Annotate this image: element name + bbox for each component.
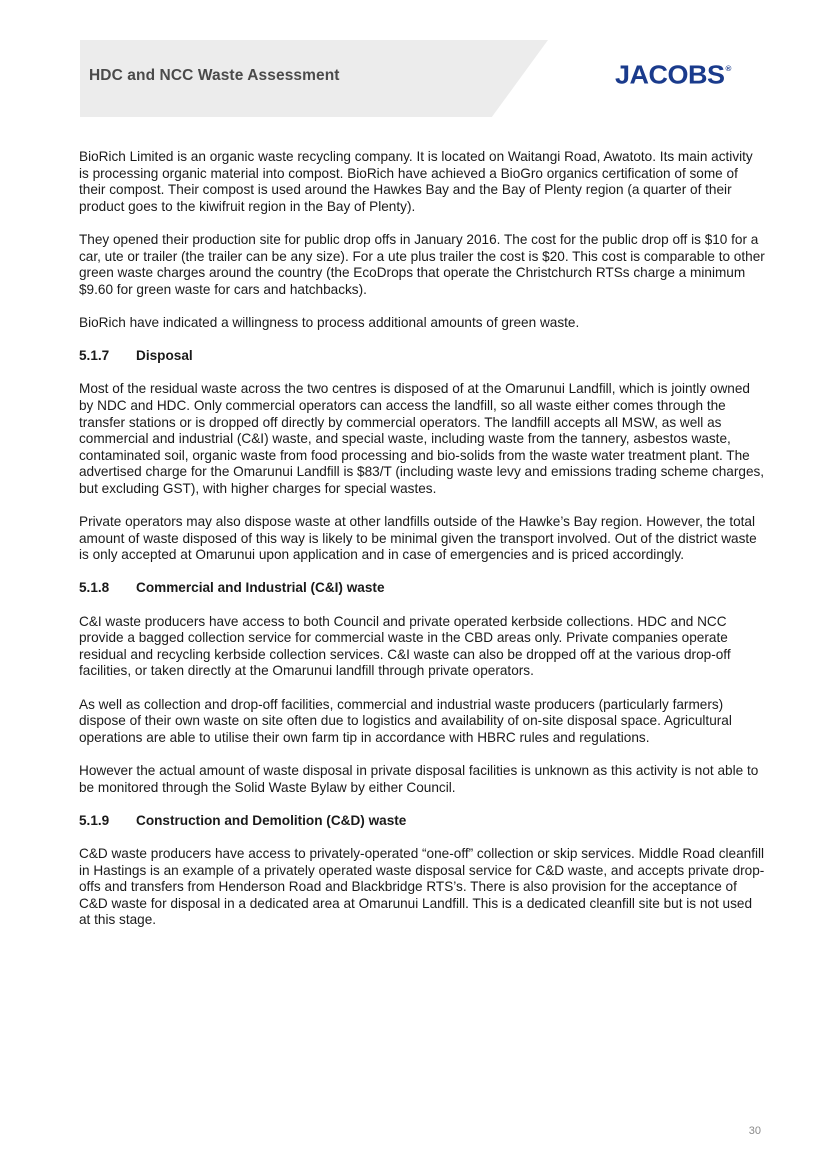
section-heading-cd-waste <box>79 813 765 830</box>
paragraph-private-facilities: However the actual amount of waste disposal in private disposal facilities is unknown as this activity is not able to be monitored through the Solid Waste Bylaw by either Council. <box>79 762 759 795</box>
page-body <box>79 149 765 946</box>
section-title: Commercial and Industrial (C&I) waste <box>136 580 385 596</box>
section-title: Construction and Demolition (C&D) waste <box>136 812 407 828</box>
section-heading-ci-waste <box>79 580 765 597</box>
paragraph-biorich-intro: BioRich Limited is an organic waste recycling company. It is located on Waitangi Road, Awatoto. Its main activity is processing organic material into compost. BioRich have achieved a BioGro organics certification of some of their compost. Their compost is used around the Hawkes Bay and the Bay of Plenty region (a quarter of their product goes to the kiwifruit region in the Bay of Plenty). <box>79 149 753 214</box>
jacobs-logo <box>615 61 731 90</box>
logo-text: JACOBS <box>615 60 725 90</box>
section-number: 5.1.9 <box>79 812 110 828</box>
paragraph-on-site-disposal: As well as collection and drop-off facilities, commercial and industrial waste producers (particularly farmers) dispose of their own waste on site often due to logistics and availability of on-site disposal space. Agricultural operations are able to utilise their own farm tip in accordance with HBRC rules and regulations. <box>79 696 732 745</box>
registered-mark: ® <box>725 64 731 74</box>
paragraph-cd-services: C&D waste producers have access to privately-operated “one-off” collection or skip services. Middle Road cleanfill in Hastings is an example of a privately operated waste disposal service for C&D waste, and accepts private drop-offs and transfers from Henderson Road and Blackbridge RTS’s. There is also provision for the acceptance of C&D waste for disposal in a dedicated area at Omarunui Landfill. This is a dedicated cleanfill site but is not used at this stage. <box>79 845 765 928</box>
page-number: 30 <box>748 1125 761 1137</box>
paragraph-omarunui-landfill: Most of the residual waste across the two centres is disposed of at the Omarunui Landfill, which is jointly owned by NDC and HDC. Only commercial operators can access the landfill, so all waste either comes through the transfer stations or is dropped off directly by commercial operators. The landfill accepts all MSW, as well as commercial and industrial (C&I) waste, and special waste, including waste from the tannery, asbestos waste, contaminated soil, organic waste from food processing and bio-solids from the waste water treatment plant. The advertised charge for the Omarunui Landfill is $83/T (including waste levy and emissions trading scheme charges, but excluding GST), with higher charges for special wastes. <box>79 381 765 496</box>
document-title: HDC and NCC Waste Assessment <box>89 67 340 84</box>
section-number: 5.1.8 <box>79 580 110 596</box>
paragraph-public-drop-offs: They opened their production site for public drop offs in January 2016. The cost for the public drop off is $10 for a car, ute or trailer (the trailer can be any size). For a ute plus trailer the cost is $20. This cost is comparable to other green waste charges around the country (the EcoDrops that operate the Christchurch RTSs charge a minimum $9.60 for green waste for cars and hatchbacks). <box>79 231 765 297</box>
paragraph-private-operators: Private operators may also dispose waste at other landfills outside of the Hawke’s Bay region. However, the total amount of waste disposed of this way is likely to be minimal given the transport involved. Out of the district waste is only accepted at Omarunui upon application and in case of emergencies and is priced accordingly. <box>79 514 757 563</box>
paragraph-green-waste: BioRich have indicated a willingness to process additional amounts of green waste. <box>79 314 580 330</box>
section-number: 5.1.7 <box>79 348 110 364</box>
section-heading-disposal <box>79 348 765 365</box>
paragraph-ci-collections: C&I waste producers have access to both Council and private operated kerbside collections. HDC and NCC provide a bagged collection service for commercial waste in the CBD areas only. Private companies operate residual and recycling kerbside collection services. C&I waste can also be dropped off at the various drop-off facilities, or taken directly at the Omarunui landfill through private operators. <box>79 613 731 679</box>
section-title: Disposal <box>136 348 193 364</box>
